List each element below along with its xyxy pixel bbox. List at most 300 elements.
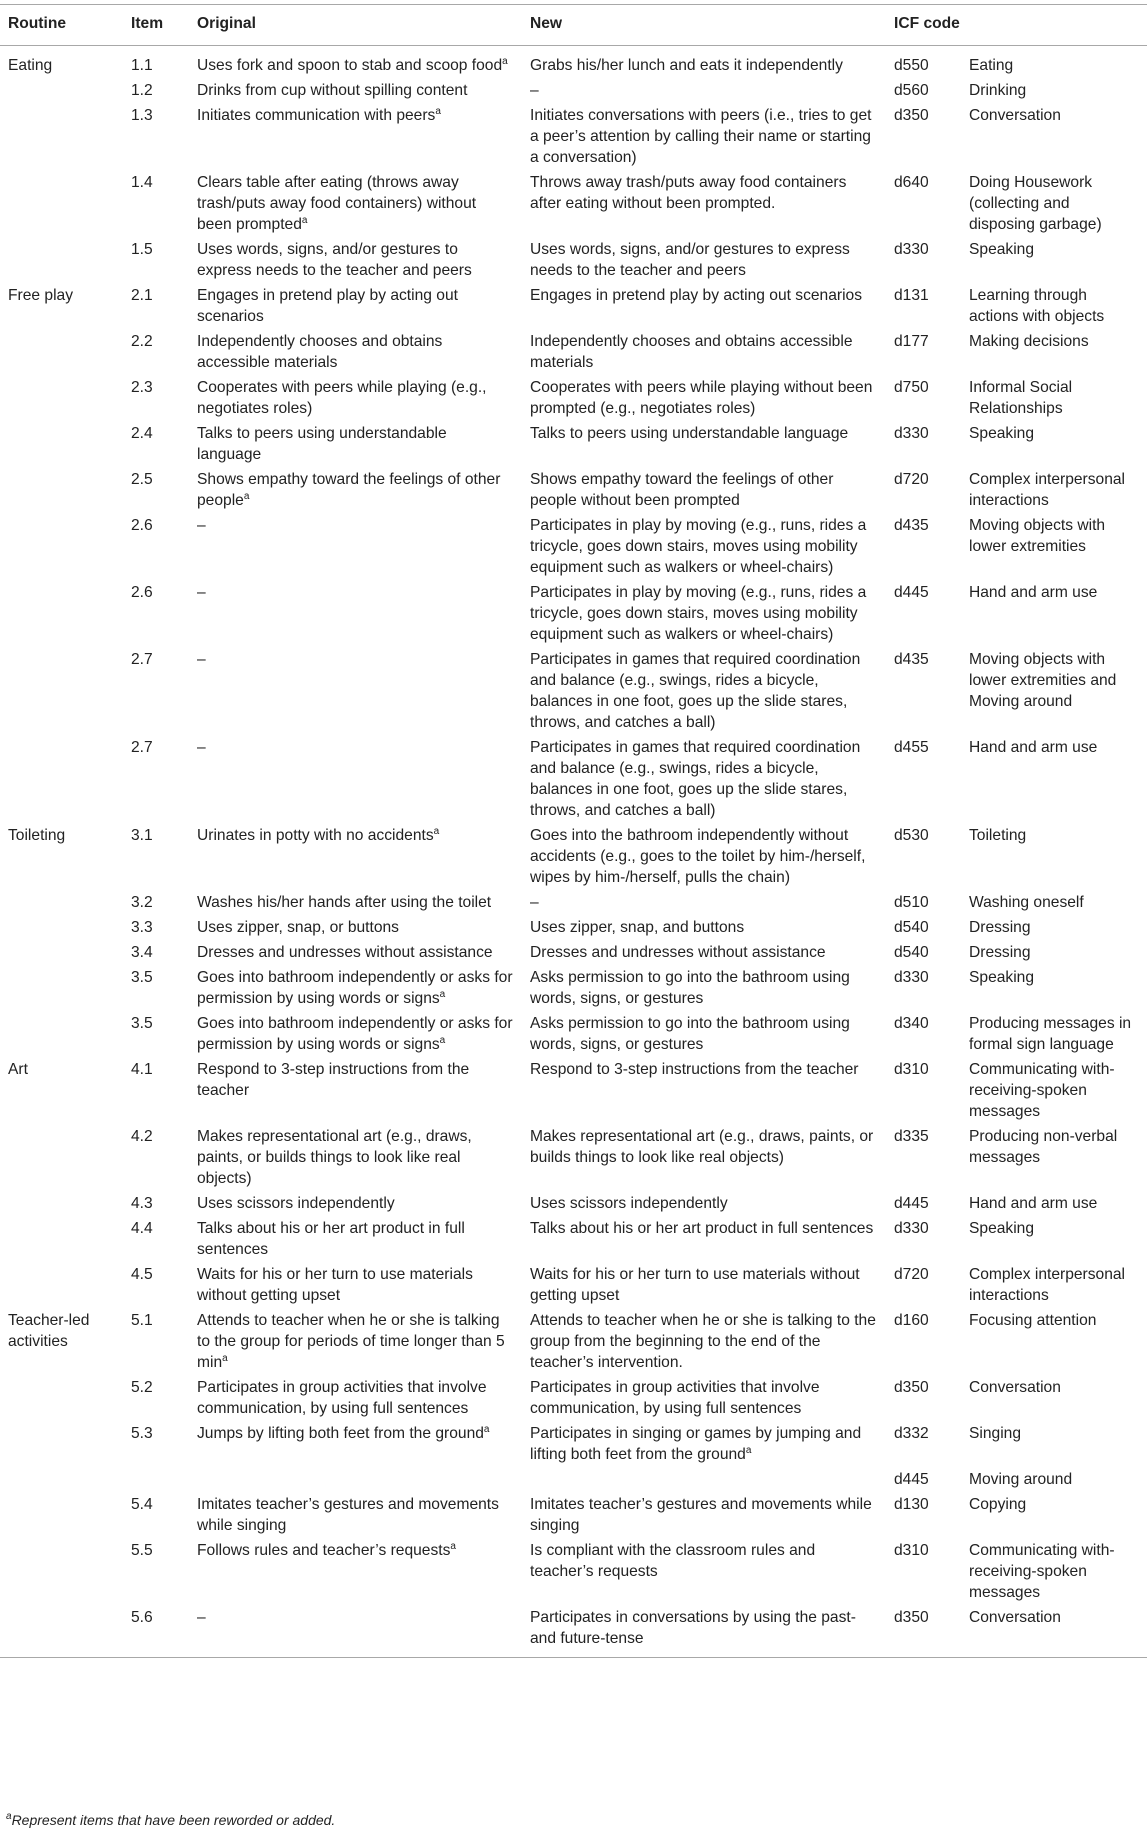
- table-row: [0, 647, 1147, 735]
- cell-icf-code-text: d640: [894, 174, 929, 191]
- cell-original-text: Jumps by lifting both feet from the ground: [197, 1425, 484, 1442]
- cell-item: [115, 170, 189, 237]
- cell-icf-description: [961, 421, 1147, 467]
- cell-original: [189, 1191, 522, 1216]
- cell-icf-description-text: Conversation: [969, 1609, 1061, 1626]
- cell-icf-code: [886, 46, 961, 79]
- cell-original: [189, 580, 522, 647]
- footnote-marker: a: [222, 1353, 228, 1364]
- table-row: [0, 78, 1147, 103]
- cell-icf-description-text: Communicating with-receiving-spoken messages: [969, 1061, 1115, 1120]
- cell-icf-code-text: d131: [894, 287, 929, 304]
- cell-new-text: Makes representational art (e.g., draws, paints, or builds things to look like real objects): [530, 1128, 874, 1166]
- cell-original-text: Shows empathy toward the feelings of other people: [197, 471, 501, 509]
- cell-item: [115, 1216, 189, 1262]
- cell-icf-code: [886, 890, 961, 915]
- cell-new: [522, 1011, 886, 1057]
- cell-new-text: Is compliant with the classroom rules and teacher’s requests: [530, 1542, 816, 1580]
- footnote: [6, 1812, 335, 1828]
- cell-item-text: 2.2: [131, 333, 153, 350]
- cell-item: [115, 1057, 189, 1124]
- cell-icf-description: [961, 1538, 1147, 1605]
- cell-item-text: 5.2: [131, 1379, 153, 1396]
- cell-original-text: Washes his/her hands after using the toilet: [197, 894, 492, 911]
- cell-routine: [0, 1421, 115, 1467]
- table-row: [0, 890, 1147, 915]
- cell-icf-code: [886, 237, 961, 283]
- cell-icf-code-text: d330: [894, 241, 929, 258]
- table-row: [0, 1124, 1147, 1191]
- table-row: [0, 940, 1147, 965]
- cell-icf-description: [961, 1467, 1147, 1492]
- cell-routine: [0, 375, 115, 421]
- cell-item-text: 2.3: [131, 379, 153, 396]
- footnote-marker: a: [433, 826, 440, 837]
- cell-icf-description: [961, 823, 1147, 890]
- cell-original: [189, 283, 522, 329]
- cell-item-text: 3.4: [131, 944, 153, 961]
- cell-item: [115, 513, 189, 580]
- cell-icf-description: [961, 1605, 1147, 1658]
- cell-icf-description-text: Complex interpersonal interactions: [969, 1266, 1126, 1304]
- cell-icf-code-text: d310: [894, 1542, 929, 1559]
- table-row: [0, 1308, 1147, 1375]
- cell-icf-code-text: d435: [894, 517, 929, 534]
- header-icf-code: ICF code: [886, 5, 1147, 46]
- cell-icf-description-text: Eating: [969, 57, 1014, 74]
- footnote-marker: a: [243, 491, 250, 502]
- cell-icf-description: [961, 1124, 1147, 1191]
- table-row: [0, 329, 1147, 375]
- cell-icf-description: [961, 1011, 1147, 1057]
- cell-icf-description-text: Moving objects with lower extremities: [969, 517, 1106, 555]
- cell-new-text: Shows empathy toward the feelings of other people without been prompted: [530, 471, 834, 509]
- cell-icf-description: [961, 940, 1147, 965]
- cell-new: [522, 965, 886, 1011]
- cell-new: [522, 940, 886, 965]
- cell-new: [522, 1605, 886, 1658]
- cell-item-text: 5.5: [131, 1542, 153, 1559]
- cell-new-text: Participates in play by moving (e.g., runs, rides a tricycle, goes down stairs, moves using mobility equipment such as walkers or wheel-chairs): [530, 584, 867, 643]
- cell-icf-description-text: Singing: [969, 1425, 1022, 1442]
- header-item: Item: [115, 5, 189, 46]
- cell-icf-code: [886, 1262, 961, 1308]
- table-row: [0, 1538, 1147, 1605]
- cell-new-text: Initiates conversations with peers (i.e., tries to get a peer’s attention by calling their name or starting a conversation): [530, 107, 872, 166]
- cell-new: [522, 421, 886, 467]
- cell-item: [115, 580, 189, 647]
- cell-new-text: Uses scissors independently: [530, 1195, 728, 1212]
- cell-new: [522, 1262, 886, 1308]
- cell-item-text: 5.6: [131, 1609, 153, 1626]
- table-row: [0, 1262, 1147, 1308]
- cell-original: [189, 1124, 522, 1191]
- cell-icf-code: [886, 1011, 961, 1057]
- table-row: [0, 1057, 1147, 1124]
- cell-routine: [0, 965, 115, 1011]
- cell-original: [189, 421, 522, 467]
- cell-item: [115, 1262, 189, 1308]
- table-row: [0, 237, 1147, 283]
- cell-icf-description-text: Complex interpersonal interactions: [969, 471, 1126, 509]
- cell-icf-code-text: d350: [894, 107, 929, 124]
- cell-routine: [0, 421, 115, 467]
- cell-item: [115, 1375, 189, 1421]
- cell-icf-code: [886, 283, 961, 329]
- cell-icf-code: [886, 78, 961, 103]
- cell-original-text: Goes into bathroom independently or asks for permission by using words or signs: [197, 969, 513, 1007]
- cell-original: [189, 170, 522, 237]
- cell-item: [115, 940, 189, 965]
- cell-routine: [0, 283, 115, 329]
- cell-original-text: –: [197, 651, 206, 668]
- cell-new-text: Uses words, signs, and/or gestures to express needs to the teacher and peers: [530, 241, 850, 279]
- cell-new-text: Cooperates with peers while playing without been prompted (e.g., negotiates roles): [530, 379, 873, 417]
- cell-item: [115, 890, 189, 915]
- cell-icf-code-text: d335: [894, 1128, 929, 1145]
- cell-original: [189, 915, 522, 940]
- cell-routine-text: Toileting: [8, 827, 66, 844]
- cell-original-text: Cooperates with peers while playing (e.g., negotiates roles): [197, 379, 487, 417]
- cell-new: [522, 1124, 886, 1191]
- cell-new-text: Goes into the bathroom independently without accidents (e.g., goes to the toilet by him-/herself, wipes by him-/herself, pulls the chain): [530, 827, 866, 886]
- table-row: [0, 1216, 1147, 1262]
- cell-icf-code-text: d310: [894, 1061, 929, 1078]
- cell-item: [115, 421, 189, 467]
- table-row: [0, 1421, 1147, 1467]
- cell-item-text: 1.4: [131, 174, 153, 191]
- cell-new: [522, 1492, 886, 1538]
- cell-routine: [0, 1308, 115, 1375]
- cell-routine: [0, 1011, 115, 1057]
- cell-original-text: Initiates communication with peers: [197, 107, 436, 124]
- cell-new: [522, 1308, 886, 1375]
- cell-icf-code-text: d130: [894, 1496, 929, 1513]
- table-row: [0, 823, 1147, 890]
- cell-icf-code-text: d445: [894, 584, 929, 601]
- cell-icf-description-text: Drinking: [969, 82, 1027, 99]
- cell-new-text: Throws away trash/puts away food containers after eating without been prompted.: [530, 174, 847, 212]
- cell-routine: [0, 1191, 115, 1216]
- cell-new: [522, 103, 886, 170]
- cell-new-text: Dresses and undresses without assistance: [530, 944, 826, 961]
- cell-routine: [0, 1057, 115, 1124]
- footnote-marker: a: [439, 1035, 446, 1046]
- cell-item: [115, 78, 189, 103]
- cell-icf-description-text: Doing Housework (collecting and disposing garbage): [969, 174, 1102, 233]
- table-row: [0, 965, 1147, 1011]
- cell-new-text: Participates in group activities that involve communication, by using full sentences: [530, 1379, 820, 1417]
- cell-icf-code: [886, 1467, 961, 1492]
- cell-new: [522, 375, 886, 421]
- table-body: [0, 46, 1147, 1658]
- cell-icf-description-text: Informal Social Relationships: [969, 379, 1073, 417]
- cell-icf-description: [961, 170, 1147, 237]
- cell-icf-code: [886, 940, 961, 965]
- cell-new-text: Grabs his/her lunch and eats it independently: [530, 57, 843, 74]
- cell-original: [189, 647, 522, 735]
- cell-new: [522, 1057, 886, 1124]
- cell-icf-code: [886, 170, 961, 237]
- cell-new-text: Independently chooses and obtains accessible materials: [530, 333, 853, 371]
- cell-icf-code-text: d720: [894, 1266, 929, 1283]
- cell-original-text: Drinks from cup without spilling content: [197, 82, 468, 99]
- cell-icf-code: [886, 580, 961, 647]
- cell-routine: [0, 1605, 115, 1658]
- cell-original-text: Follows rules and teacher’s requests: [197, 1542, 451, 1559]
- cell-original: [189, 823, 522, 890]
- cell-item: [115, 283, 189, 329]
- cell-item-text: 4.3: [131, 1195, 153, 1212]
- cell-item: [115, 965, 189, 1011]
- cell-icf-code-text: d510: [894, 894, 929, 911]
- cell-item: [115, 1011, 189, 1057]
- cell-original-text: Uses fork and spoon to stab and scoop food: [197, 57, 503, 74]
- cell-icf-code-text: d330: [894, 969, 929, 986]
- cell-original-text: Participates in group activities that involve communication, by using full sentences: [197, 1379, 487, 1417]
- cell-icf-code-text: d332: [894, 1425, 929, 1442]
- cell-icf-description-text: Conversation: [969, 107, 1061, 124]
- table-row: [0, 421, 1147, 467]
- cell-icf-description-text: Toileting: [969, 827, 1027, 844]
- cell-routine: [0, 1124, 115, 1191]
- cell-new: [522, 1421, 886, 1467]
- cell-original-text: –: [197, 584, 206, 601]
- cell-item-text: 3.3: [131, 919, 153, 936]
- cell-icf-description: [961, 580, 1147, 647]
- cell-item: [115, 375, 189, 421]
- header-routine: Routine: [0, 5, 115, 46]
- cell-icf-description-text: Speaking: [969, 425, 1035, 442]
- cell-icf-description-text: Hand and arm use: [969, 1195, 1098, 1212]
- cell-original-text: Imitates teacher’s gestures and movements while singing: [197, 1496, 499, 1534]
- cell-icf-code-text: d750: [894, 379, 929, 396]
- cell-item-text: 1.1: [131, 57, 153, 74]
- cell-original: [189, 965, 522, 1011]
- cell-item-text: 3.1: [131, 827, 153, 844]
- cell-icf-description: [961, 375, 1147, 421]
- cell-original: [189, 1262, 522, 1308]
- cell-routine: [0, 823, 115, 890]
- cell-item: [115, 915, 189, 940]
- table-row: [0, 1605, 1147, 1658]
- cell-item: [115, 1191, 189, 1216]
- cell-new: [522, 915, 886, 940]
- cell-icf-description-text: Dressing: [969, 919, 1031, 936]
- cell-item-text: 2.5: [131, 471, 153, 488]
- cell-original: [189, 78, 522, 103]
- cell-new: [522, 467, 886, 513]
- cell-new: [522, 46, 886, 79]
- cell-item: [115, 1124, 189, 1191]
- cell-icf-code-text: d540: [894, 944, 929, 961]
- cell-item-text: 4.2: [131, 1128, 153, 1145]
- cell-icf-description: [961, 467, 1147, 513]
- cell-icf-code-text: d530: [894, 827, 929, 844]
- icf-items-table: [0, 4, 1147, 1658]
- cell-original: [189, 103, 522, 170]
- cell-new: [522, 1375, 886, 1421]
- cell-item-text: 4.1: [131, 1061, 153, 1078]
- cell-original: [189, 1492, 522, 1538]
- cell-icf-description: [961, 513, 1147, 580]
- footnote-marker: a: [483, 1424, 490, 1435]
- cell-icf-code: [886, 1124, 961, 1191]
- cell-icf-code-text: d455: [894, 739, 929, 756]
- cell-icf-code: [886, 1492, 961, 1538]
- cell-original-text: Respond to 3-step instructions from the teacher: [197, 1061, 470, 1099]
- cell-routine-text: Eating: [8, 57, 53, 74]
- cell-new-text: Talks about his or her art product in full sentences: [530, 1220, 874, 1237]
- cell-original-text: Talks about his or her art product in full sentences: [197, 1220, 465, 1258]
- cell-item-text: 2.6: [131, 584, 153, 601]
- cell-icf-description-text: Producing non-verbal messages: [969, 1128, 1118, 1166]
- cell-item-text: 5.1: [131, 1312, 153, 1329]
- footnote-text: Represent items that have been reworded or added.: [11, 1812, 336, 1828]
- cell-icf-description-text: Hand and arm use: [969, 739, 1098, 756]
- cell-icf-description-text: Making decisions: [969, 333, 1089, 350]
- cell-icf-code: [886, 467, 961, 513]
- footnote-marker: a: [439, 989, 446, 1000]
- cell-routine-text: Art: [8, 1061, 28, 1078]
- cell-original-text: –: [197, 739, 206, 756]
- cell-new-text: Asks permission to go into the bathroom using words, signs, or gestures: [530, 969, 850, 1007]
- cell-icf-description: [961, 1191, 1147, 1216]
- cell-item: [115, 1308, 189, 1375]
- cell-original-text: Goes into bathroom independently or asks for permission by using words or signs: [197, 1015, 513, 1053]
- cell-routine: [0, 1375, 115, 1421]
- cell-original: [189, 1308, 522, 1375]
- cell-icf-code: [886, 1057, 961, 1124]
- cell-icf-description: [961, 1492, 1147, 1538]
- cell-icf-code: [886, 1538, 961, 1605]
- cell-icf-description: [961, 735, 1147, 823]
- cell-new: [522, 647, 886, 735]
- cell-icf-description-text: Copying: [969, 1496, 1027, 1513]
- cell-new: [522, 283, 886, 329]
- cell-icf-code-text: d560: [894, 82, 929, 99]
- cell-item-text: 3.5: [131, 969, 153, 986]
- cell-original: [189, 1421, 522, 1467]
- table-row: [0, 1011, 1147, 1057]
- cell-new: [522, 890, 886, 915]
- cell-original-text: Attends to teacher when he or she is talking to the group for periods of time longer than 5 min: [197, 1312, 505, 1371]
- cell-icf-code: [886, 103, 961, 170]
- cell-new-text: Attends to teacher when he or she is talking to the group from the beginning to the end of the teacher’s intervention.: [530, 1312, 876, 1371]
- cell-icf-description: [961, 1262, 1147, 1308]
- cell-icf-code-text: d350: [894, 1379, 929, 1396]
- table-row: [0, 1191, 1147, 1216]
- cell-icf-description-text: Focusing attention: [969, 1312, 1097, 1329]
- cell-original-text: Engages in pretend play by acting out scenarios: [197, 287, 458, 325]
- cell-new: [522, 1538, 886, 1605]
- cell-routine: [0, 1262, 115, 1308]
- cell-routine: [0, 1492, 115, 1538]
- cell-original: [189, 1605, 522, 1658]
- cell-icf-code: [886, 513, 961, 580]
- cell-original-text: Independently chooses and obtains accessible materials: [197, 333, 443, 371]
- cell-original: [189, 513, 522, 580]
- cell-new: [522, 735, 886, 823]
- cell-item: [115, 1492, 189, 1538]
- table-row: [0, 1492, 1147, 1538]
- cell-routine: [0, 647, 115, 735]
- cell-original-text: Uses scissors independently: [197, 1195, 395, 1212]
- cell-routine: [0, 513, 115, 580]
- cell-icf-description: [961, 329, 1147, 375]
- cell-icf-description-text: Dressing: [969, 944, 1031, 961]
- cell-new-text: Asks permission to go into the bathroom using words, signs, or gestures: [530, 1015, 850, 1053]
- table-row: [0, 580, 1147, 647]
- cell-icf-code-text: d160: [894, 1312, 929, 1329]
- cell-item: [115, 467, 189, 513]
- cell-item: [115, 46, 189, 79]
- table-row: [0, 735, 1147, 823]
- cell-item: [115, 329, 189, 375]
- cell-original-text: Uses zipper, snap, or buttons: [197, 919, 399, 936]
- cell-original-text: Makes representational art (e.g., draws, paints, or builds things to look like real objects): [197, 1128, 472, 1187]
- cell-item: [115, 1467, 189, 1492]
- cell-icf-code: [886, 1308, 961, 1375]
- cell-routine: [0, 1538, 115, 1605]
- cell-icf-code: [886, 421, 961, 467]
- cell-original-text: Dresses and undresses without assistance: [197, 944, 493, 961]
- cell-icf-code: [886, 1375, 961, 1421]
- cell-icf-code: [886, 1421, 961, 1467]
- cell-routine: [0, 46, 115, 79]
- cell-icf-code: [886, 965, 961, 1011]
- cell-icf-description-text: Speaking: [969, 1220, 1035, 1237]
- cell-icf-description: [961, 103, 1147, 170]
- cell-icf-description: [961, 965, 1147, 1011]
- footnote-marker: a: [745, 1445, 752, 1456]
- cell-icf-description: [961, 46, 1147, 79]
- cell-new: [522, 513, 886, 580]
- cell-routine: [0, 329, 115, 375]
- cell-icf-code: [886, 823, 961, 890]
- cell-original-text: Waits for his or her turn to use materials without getting upset: [197, 1266, 473, 1304]
- table-row: [0, 1375, 1147, 1421]
- table-row: [0, 375, 1147, 421]
- cell-icf-code-text: d720: [894, 471, 929, 488]
- table-row: [0, 513, 1147, 580]
- cell-icf-description: [961, 915, 1147, 940]
- cell-original: [189, 735, 522, 823]
- table-row: [0, 283, 1147, 329]
- footnote-marker: a: [435, 106, 441, 117]
- cell-new: [522, 237, 886, 283]
- cell-item-text: 5.3: [131, 1425, 153, 1442]
- cell-new: [522, 1467, 886, 1492]
- footnote-marker: a: [301, 215, 308, 226]
- cell-routine: [0, 1216, 115, 1262]
- cell-icf-code-text: d330: [894, 425, 929, 442]
- cell-new-text: –: [530, 894, 539, 911]
- cell-routine: [0, 890, 115, 915]
- cell-icf-code-text: d445: [894, 1195, 929, 1212]
- cell-original: [189, 1011, 522, 1057]
- cell-item: [115, 237, 189, 283]
- cell-icf-code: [886, 735, 961, 823]
- cell-original: [189, 329, 522, 375]
- cell-item-text: 2.7: [131, 651, 153, 668]
- cell-original-text: Uses words, signs, and/or gestures to express needs to the teacher and peers: [197, 241, 472, 279]
- cell-routine-text: Free play: [8, 287, 74, 304]
- cell-icf-description-text: Washing oneself: [969, 894, 1084, 911]
- cell-original: [189, 46, 522, 79]
- cell-new-text: –: [530, 82, 539, 99]
- cell-new-text: Participates in conversations by using the past- and future-tense: [530, 1609, 856, 1647]
